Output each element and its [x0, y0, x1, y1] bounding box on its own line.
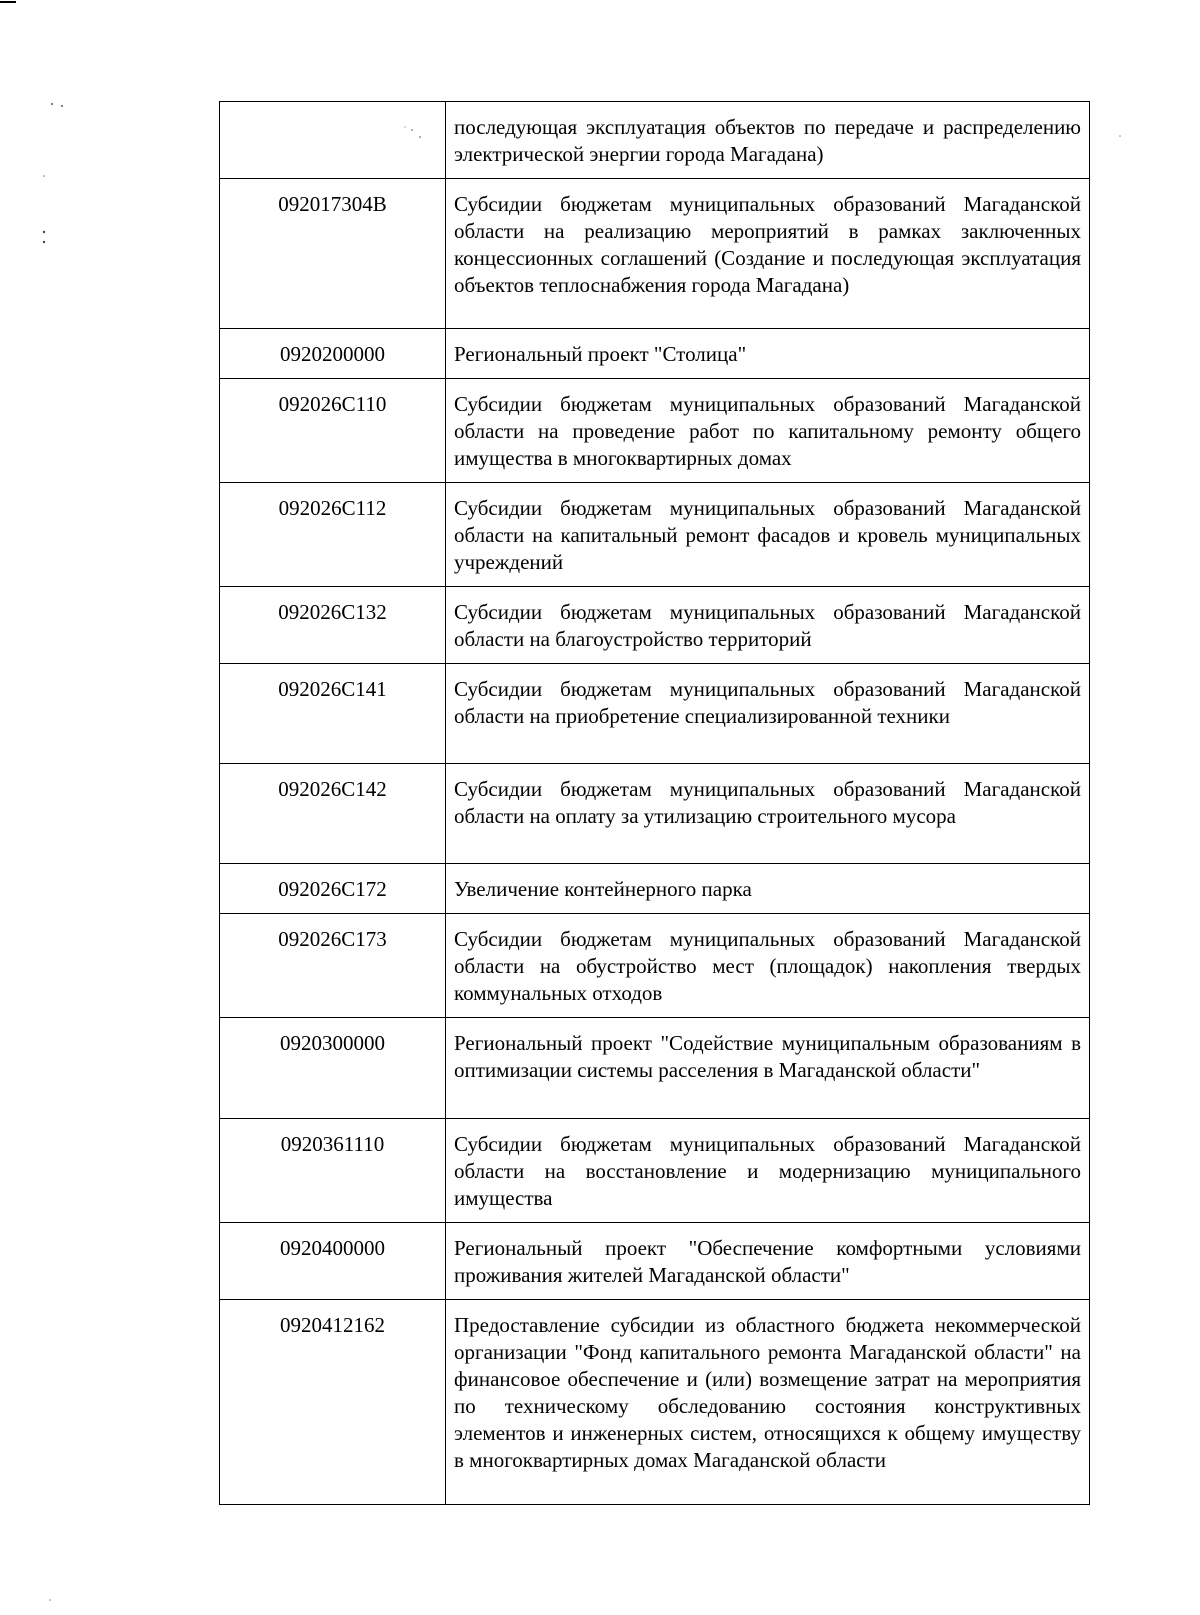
code-cell: 092026С132: [220, 587, 446, 664]
code-cell: 092026С112: [220, 483, 446, 587]
description-cell: Субсидии бюджетам муниципальных образований Магаданской области на восстановление и модернизацию муниципального имущества: [446, 1119, 1090, 1223]
code-cell: 092026С142: [220, 764, 446, 864]
description-cell: Субсидии бюджетам муниципальных образований Магаданской области на благоустройство территорий: [446, 587, 1090, 664]
code-cell: 092026С172: [220, 864, 446, 914]
budget-codes-table: [219, 101, 1090, 1505]
table-row: [220, 587, 1090, 664]
description-cell: Субсидии бюджетам муниципальных образований Магаданской области на обустройство мест (площадок) накопления твердых коммунальных отходов: [446, 914, 1090, 1018]
description-cell: Субсидии бюджетам муниципальных образований Магаданской области на проведение работ по капитальному ремонту общего имущества в многоквартирных домах: [446, 379, 1090, 483]
table-row: [220, 102, 1090, 179]
code-cell: 0920361110: [220, 1119, 446, 1223]
table-row: [220, 179, 1090, 329]
table-row: [220, 1018, 1090, 1119]
code-cell: 0920400000: [220, 1223, 446, 1300]
code-cell: 092026С173: [220, 914, 446, 1018]
description-cell: Региональный проект "Обеспечение комфортными условиями проживания жителей Магаданской области": [446, 1223, 1090, 1300]
description-cell: Субсидии бюджетам муниципальных образований Магаданской области на капитальный ремонт фасадов и кровель муниципальных учреждений: [446, 483, 1090, 587]
description-cell: Региональный проект "Содействие муниципальным образованиям в оптимизации системы расселения в Магаданской области": [446, 1018, 1090, 1119]
description-cell: Субсидии бюджетам муниципальных образований Магаданской области на приобретение специализированной техники: [446, 664, 1090, 764]
description-cell: Предоставление субсидии из областного бюджета некоммерческой организации "Фонд капитального ремонта Магаданской области" на финансовое обеспечение и (или) возмещение затрат на мероприятия по техническому обследованию состояния конструктивных элементов и инженерных систем, относящихся к общему имуществу в многоквартирных домах Магаданской области: [446, 1300, 1090, 1505]
table-row: [220, 1300, 1090, 1505]
code-cell: 092017304B: [220, 179, 446, 329]
code-cell: 0920412162: [220, 1300, 446, 1505]
description-cell: Региональный проект "Столица": [446, 329, 1090, 379]
code-cell: [220, 102, 446, 179]
table-row: [220, 764, 1090, 864]
code-cell: 0920200000: [220, 329, 446, 379]
description-cell: Увеличение контейнерного парка: [446, 864, 1090, 914]
description-cell: Субсидии бюджетам муниципальных образований Магаданской области на оплату за утилизацию строительного мусора: [446, 764, 1090, 864]
table-row: [220, 1119, 1090, 1223]
code-cell: 092026С141: [220, 664, 446, 764]
description-cell: последующая эксплуатация объектов по передаче и распределению электрической энергии города Магадана): [446, 102, 1090, 179]
table-row: [220, 864, 1090, 914]
table-row: [220, 914, 1090, 1018]
code-cell: 092026С110: [220, 379, 446, 483]
table-row: [220, 1223, 1090, 1300]
code-cell: 0920300000: [220, 1018, 446, 1119]
table-row: [220, 664, 1090, 764]
table-row: [220, 379, 1090, 483]
description-cell: Субсидии бюджетам муниципальных образований Магаданской области на реализацию мероприятий в рамках заключенных концессионных соглашений (Создание и последующая эксплуатация объектов теплоснабжения города Магадана): [446, 179, 1090, 329]
table-row: [220, 483, 1090, 587]
table-row: [220, 329, 1090, 379]
